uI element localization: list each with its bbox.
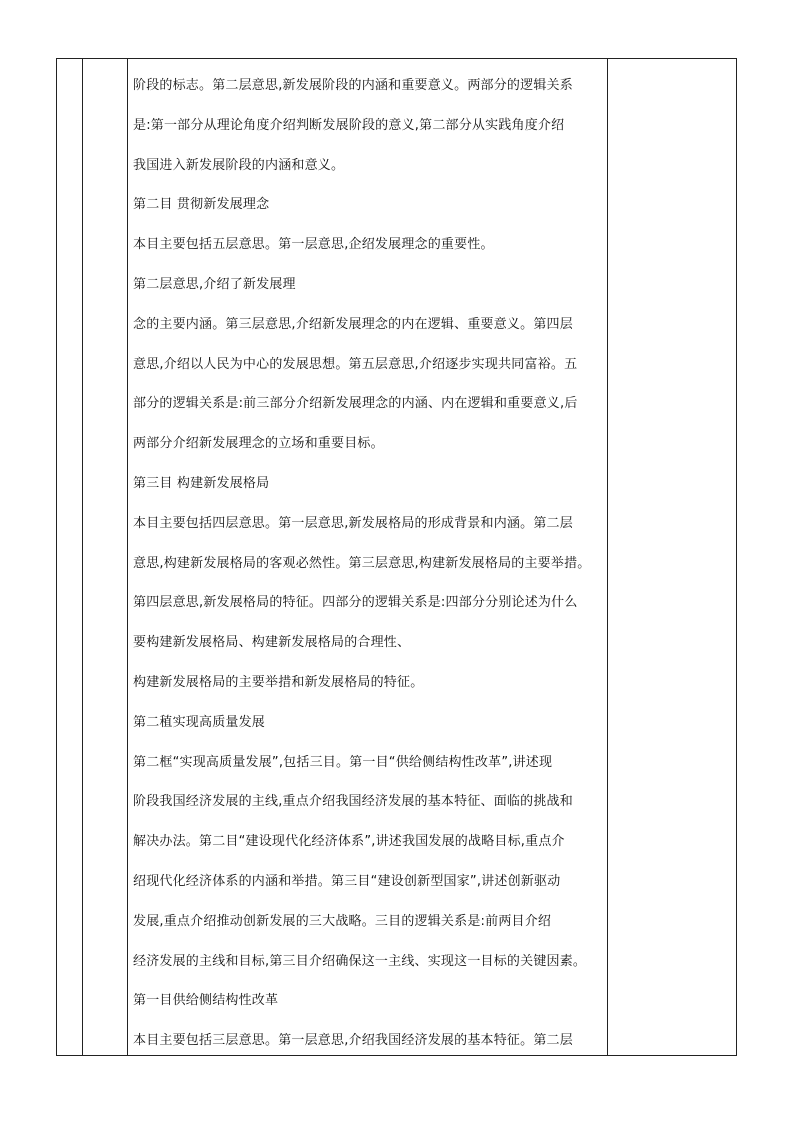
text-line: 第二层意思,介绍了新发展理 — [133, 277, 296, 292]
text-line: 第二稙实现高质量发展 — [133, 714, 266, 730]
text-line: 是:第一部分从理论角度介绍判断发展阶段的意义,第二部分从实践角度介绍 — [133, 117, 565, 133]
text-line: 第二框“实现高质量发展”,包括三目。第一目“供给侧结构性改革”,讲述现 — [133, 754, 553, 770]
text-line: 第四层意思,新发展格局的特征。四部分的逻辑关系是:四部分分别论述为什么 — [133, 595, 578, 611]
text-line: 阶段的标志。第二层意思,新发展阶段的内涵和重要意义。两部分的逻辑关系 — [133, 78, 573, 93]
text-line: 意思,构建新发展格局的客观必然性。第三层意思,构建新发展格局的主要举措。 — [133, 555, 591, 571]
text-line: 构建新发展格局的主要举措和新发展格局的特征。 — [133, 675, 424, 690]
column-divider-3 — [607, 59, 608, 1055]
text-line: 经济发展的主线和目标,第三目介绍确保这一主线、实现这一目标的关键因素。 — [133, 953, 587, 969]
text-line: 本目主要包括三层意思。第一层意思,介绍我国经济发展的基本特征。第二层 — [133, 1033, 573, 1049]
text-line: 本目主要包括四层意思。第一层意思,新发展格局的形成背景和内涵。第二层 — [133, 515, 573, 531]
text-line: 两部分介绍新发展理念的立场和重要目标。 — [133, 436, 384, 452]
text-line: 要构建新发展格局、构建新发展格局的合理性、 — [133, 635, 411, 651]
document-table — [56, 58, 737, 1056]
text-line: 第三目 构建新发展格局 — [133, 476, 270, 491]
column-divider-1 — [82, 59, 83, 1055]
content-cell — [127, 59, 607, 1055]
text-line: 发展,重点介绍推动创新发展的三大战略。三目的逻辑关系是:前两目介绍 — [133, 913, 552, 929]
text-line: 念的主要内涵。第三层意思,介绍新发展理念的内在逻辑、重要意义。第四层 — [133, 316, 573, 332]
text-line: 本目主要包括五层意思。第一层意思,企绍发展理念的重要性。 — [133, 237, 494, 253]
text-line: 解决办法。第二目“建设现代化经济体系”,讲述我国发展的战略目标,重点介 — [133, 834, 565, 850]
text-line: 阶段我国经济发展的主线,重点介绍我国经济发展的基本特征、面临的挑战和 — [133, 794, 573, 810]
text-line: 第一目供给侧结构性改革 — [133, 993, 279, 1009]
text-line: 我国进入新发展阶段的内涵和意义。 — [133, 157, 345, 173]
text-line: 绍现代化经济体系的内涵和举措。第三目“建设创新型国家”,讲述创新驱动 — [133, 874, 561, 889]
text-line: 部分的逻辑关系是:前三部分介绍新发展理念的内涵、内在逻辑和重要意义,后 — [133, 396, 578, 412]
text-line: 意思,介绍以人民为中心的发展思想。第五层意思,介绍逐步实现共同富裕。五 — [133, 356, 578, 372]
text-line: 第二目 贯彻新发展理念 — [133, 197, 270, 213]
